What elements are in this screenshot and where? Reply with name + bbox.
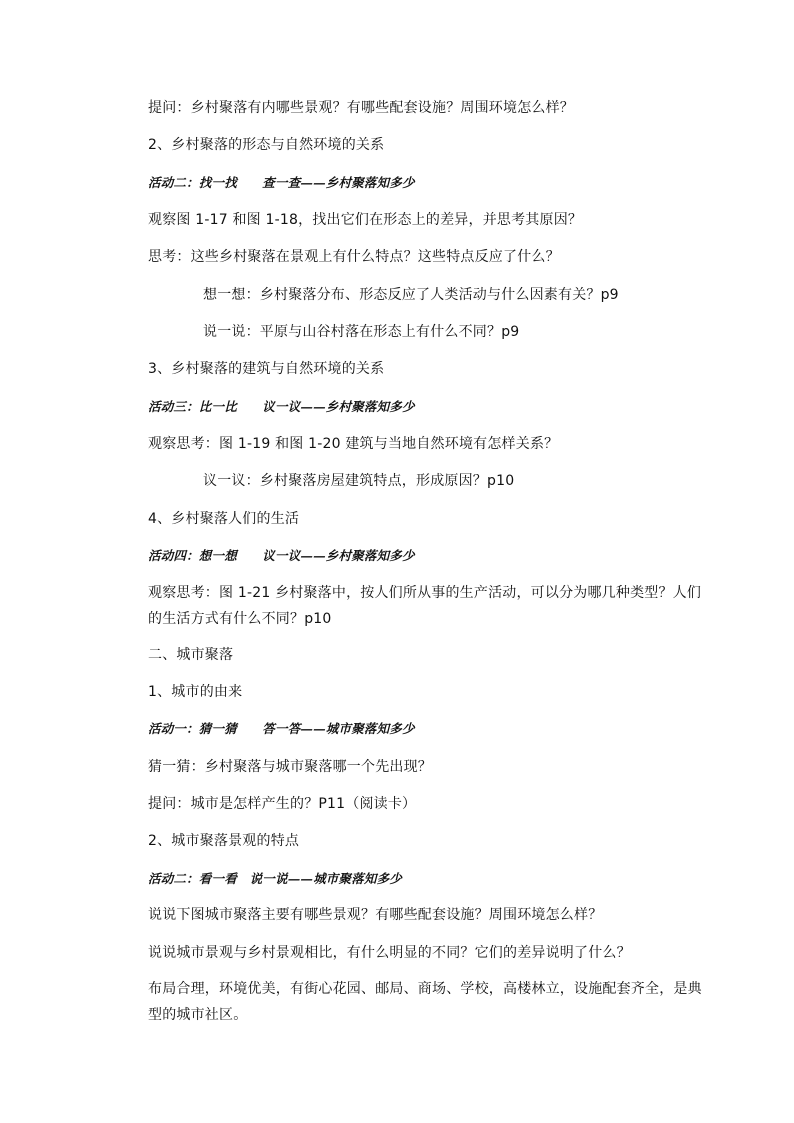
section-heading-3: 3、乡村聚落的建筑与自然环境的关系 — [148, 361, 385, 377]
activity-heading-city-2: 活动二：看一看 说一说——城市聚落知多少 — [148, 871, 403, 886]
section-heading-4: 4、乡村聚落人们的生活 — [148, 511, 300, 527]
question-landscape: 提问：乡村聚落有内哪些景观？有哪些配套设施？周围环境怎么样？ — [148, 100, 574, 116]
observe-think-paragraph: 观察思考：图 1-19 和图 1-20 建筑与当地自然环境有怎样关系？ — [148, 436, 559, 452]
chapter-heading-city: 二、城市聚落 — [148, 647, 234, 663]
think-about-paragraph: 想一想：乡村聚落分布、形态反应了人类活动与什么因素有关？p9 — [203, 287, 619, 303]
section-heading-2: 2、乡村聚落的形态与自然环境的关系 — [148, 137, 385, 153]
observe-paragraph: 观察图 1-17 和图 1-18，找出它们在形态上的差异，并思考其原因？ — [148, 212, 583, 228]
think-paragraph: 思考：这些乡村聚落在景观上有什么特点？这些特点反应了什么？ — [148, 249, 560, 265]
activity-heading-3: 活动三：比一比 议一议——乡村聚落知多少 — [148, 399, 415, 414]
city-landscape-question: 说说下图城市聚落主要有哪些景观？有哪些配套设施？周围环境怎么样？ — [148, 907, 603, 923]
activity-heading-city-1: 活动一：猜一猜 答一答——城市聚落知多少 — [148, 721, 415, 736]
guess-paragraph: 猜一猜：乡村聚落与城市聚落哪一个先出现？ — [148, 759, 432, 775]
discuss-paragraph: 议一议：乡村聚落房屋建筑特点，形成原因？p10 — [203, 473, 515, 489]
question-city-origin: 提问：城市是怎样产生的？P11（阅读卡） — [148, 796, 417, 812]
section-heading-city-1: 1、城市的由来 — [148, 684, 243, 700]
city-community-paragraph: 布局合理，环境优美，有街心花园、邮局、商场、学校，高楼林立，设施配套齐全，是典型的城市社区。 — [148, 981, 702, 1023]
section-heading-city-2: 2、城市聚落景观的特点 — [148, 833, 300, 849]
compare-question: 说说城市景观与乡村景观相比，有什么明显的不同？它们的差异说明了什么？ — [148, 945, 631, 961]
say-paragraph: 说一说：平原与山谷村落在形态上有什么不同？p9 — [203, 324, 520, 340]
activity-heading-4: 活动四：想一想 议一议——乡村聚落知多少 — [148, 548, 415, 563]
activity-heading-2: 活动二：找一找 查一查——乡村聚落知多少 — [148, 175, 415, 190]
observe-life-paragraph: 观察思考：图 1-21 乡村聚落中，按人们所从事的生产活动，可以分为哪几种类型？人们的生活方式有什么不同？p10 — [148, 585, 702, 627]
